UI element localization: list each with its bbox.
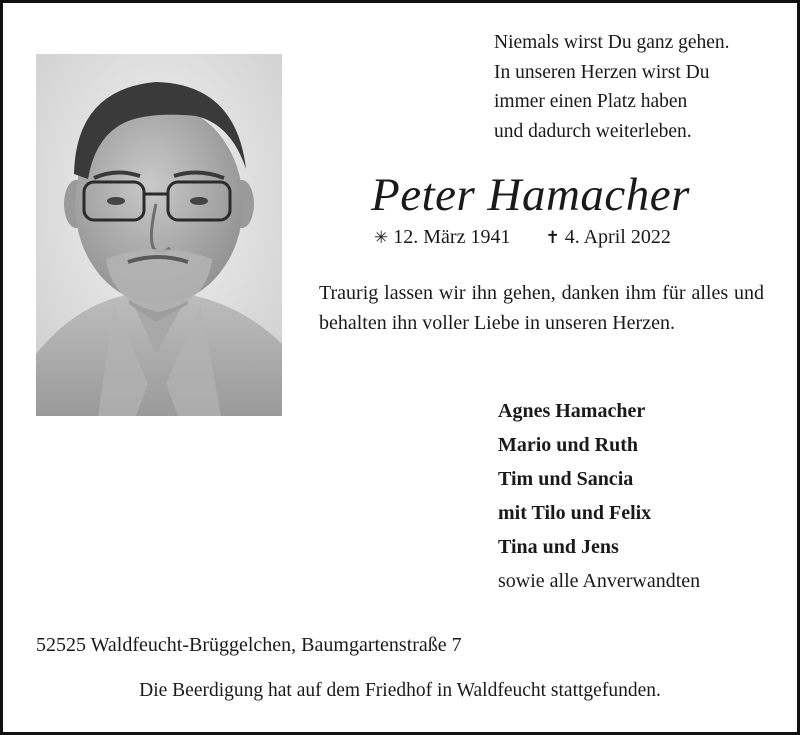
family-list <box>498 394 700 598</box>
poem-line: Niemals wirst Du ganz gehen. <box>494 32 730 53</box>
portrait-photo <box>36 54 282 416</box>
funeral-note: Die Beerdigung hat auf dem Friedhof in Waldfeucht stattgefunden. <box>139 680 661 701</box>
birth-date: 12. März 1941 <box>393 226 511 248</box>
death-cross-icon: ✝ <box>545 228 560 248</box>
family-member: Mario und Ruth <box>498 434 639 456</box>
death-date-group <box>545 226 670 249</box>
address: 52525 Waldfeucht-Brüggelchen, Baumgartenstraße 7 <box>36 634 462 656</box>
mourning-message: Traurig lassen wir ihn gehen, danken ihm für alles und behalten ihn voller Liebe in unseren Herzen. <box>319 282 764 334</box>
family-member: Tim und Sancia <box>498 468 634 490</box>
birth-star-icon: ✳ <box>374 228 389 248</box>
death-date: 4. April 2022 <box>564 226 671 248</box>
life-dates <box>374 226 671 249</box>
family-member: Agnes Hamacher <box>498 400 646 422</box>
poem-line: In unseren Herzen wirst Du <box>494 61 710 83</box>
poem-line: und dadurch weiterleben. <box>494 120 692 142</box>
family-member: Tina und Jens <box>498 536 619 558</box>
portrait-illustration <box>36 54 282 416</box>
family-member: mit Tilo und Felix <box>498 502 652 524</box>
poem <box>494 28 730 146</box>
poem-line: immer einen Platz haben <box>494 91 688 112</box>
birth-date-group <box>374 226 510 249</box>
relatives-note: sowie alle Anverwandten <box>498 570 701 592</box>
deceased-name: Peter Hamacher <box>371 169 690 221</box>
